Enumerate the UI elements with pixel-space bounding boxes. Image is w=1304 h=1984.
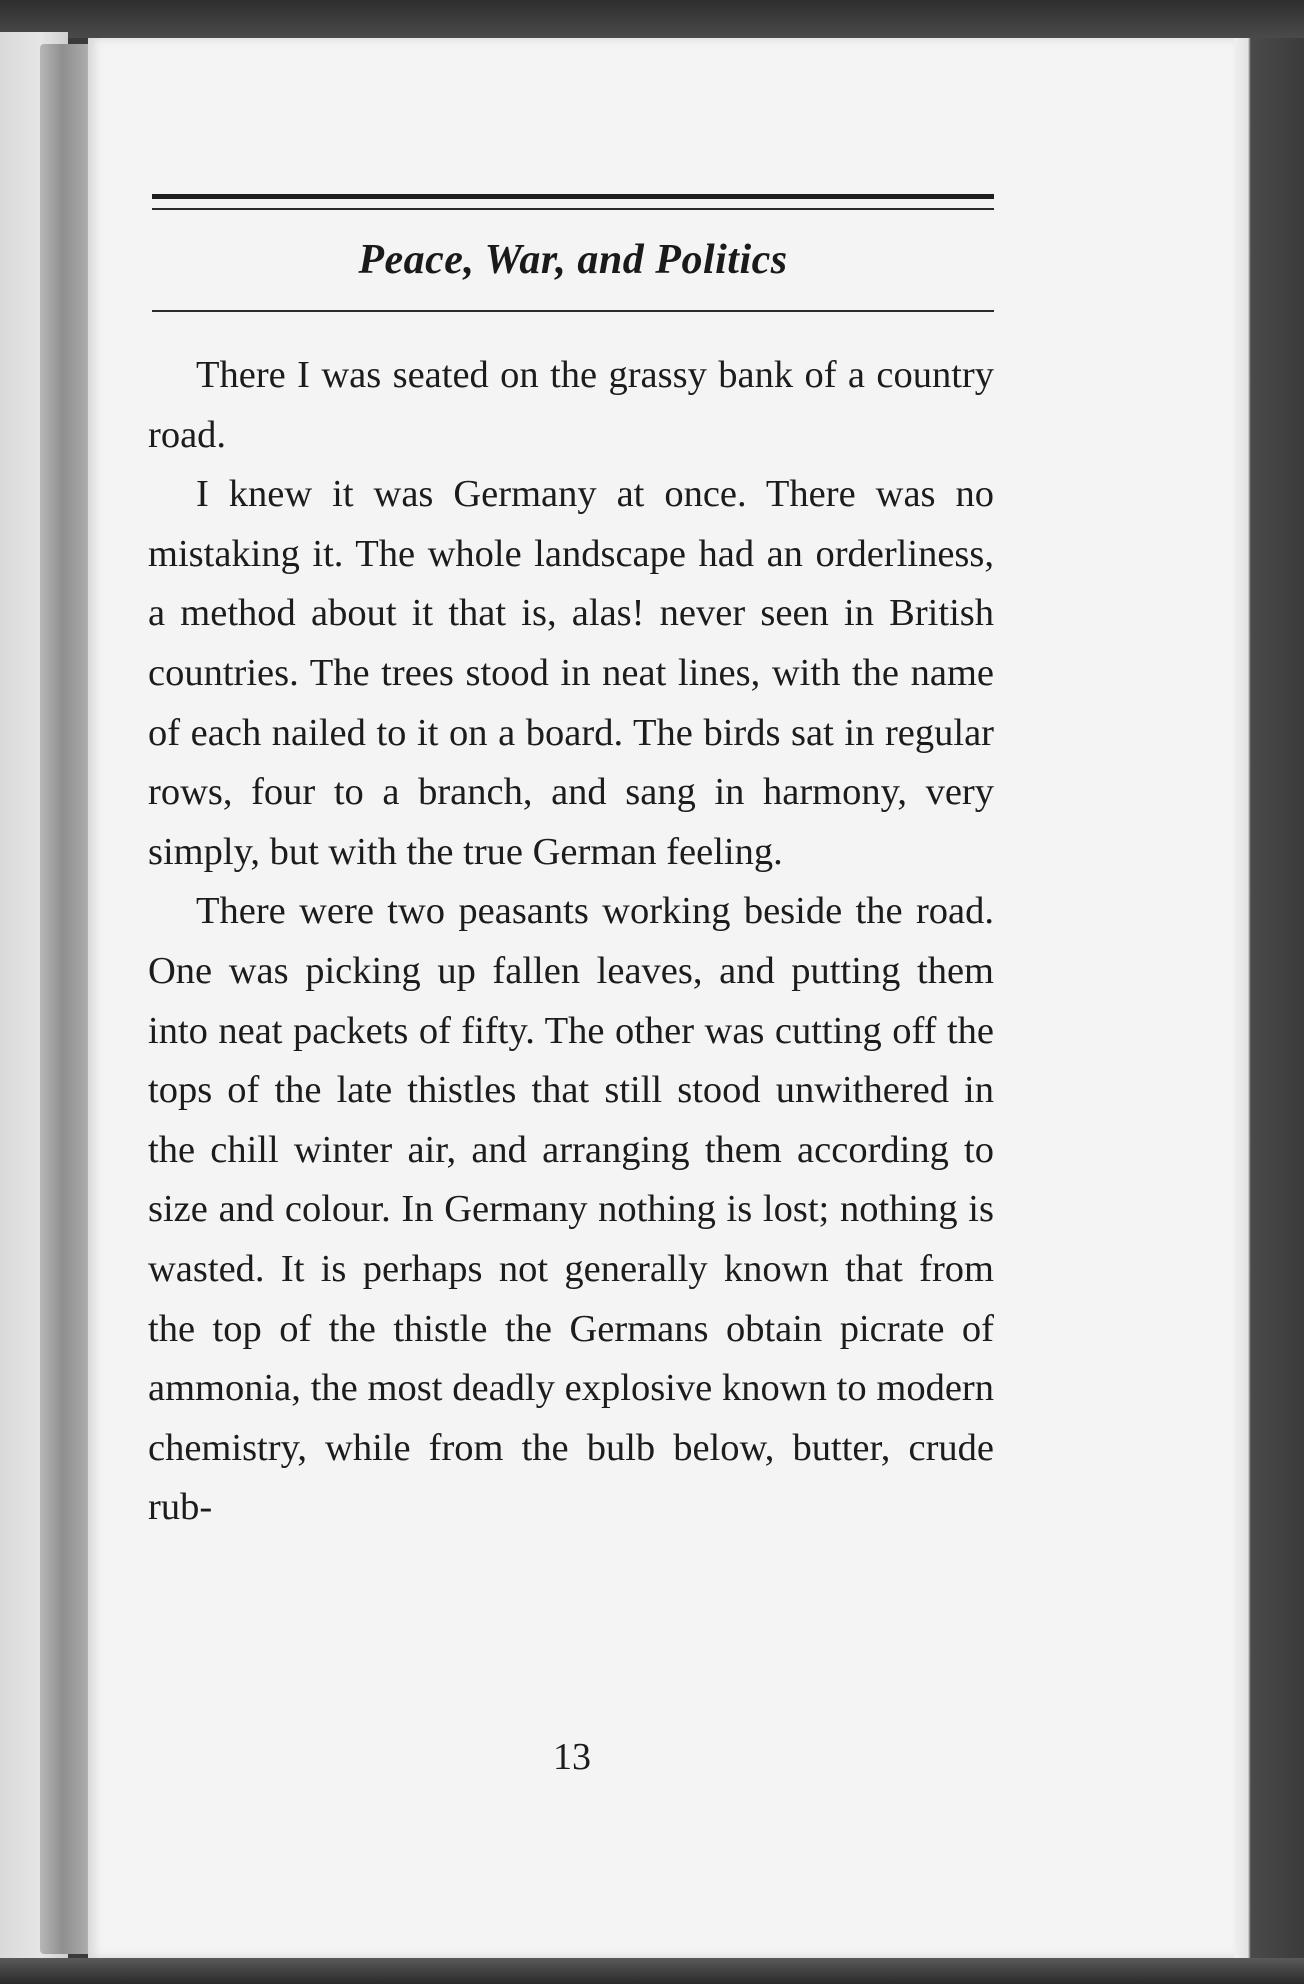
paragraph-3: There were two peasants working beside the road. One was picking up fallen leaves, and putting them into neat packets of fifty. The other was cutting off the tops of the late thistles that still stood unwithered in the chill winter air, and arranging them according to size and colour. In Germany nothing is lost; nothing is wasted. It is perhaps not generally known that from the top of the thistle the Germans obtain picrate of ammonia, the most deadly explosive known to modern chemistry, while from the bulb below, butter, crude rub- xyxy=(148,890,994,1529)
scan-bottom-edge xyxy=(0,1958,1304,1984)
paragraph-1: There I was seated on the grassy bank of a country road. xyxy=(148,354,994,456)
page-number: 13 xyxy=(553,1736,591,1778)
header-underline-rule xyxy=(152,310,994,312)
body-text xyxy=(148,346,994,1538)
header-double-rule-thick xyxy=(152,194,994,199)
page-right-edge xyxy=(1234,38,1304,1958)
paragraph-2: I knew it was Germany at once. There was no mistaking it. The whole landscape had an orderliness, a method about it that is, alas! never seen in British countries. The trees stood in neat lines, with the name of each nailed to it on a board. The birds sat in regular rows, four to a branch, and sang in harmony, very simply, but with the true German feeling. xyxy=(148,473,994,873)
running-head-title: Peace, War, and Politics xyxy=(358,237,788,283)
header-double-rule-thin xyxy=(152,208,994,210)
scan-top-edge xyxy=(0,0,1304,38)
